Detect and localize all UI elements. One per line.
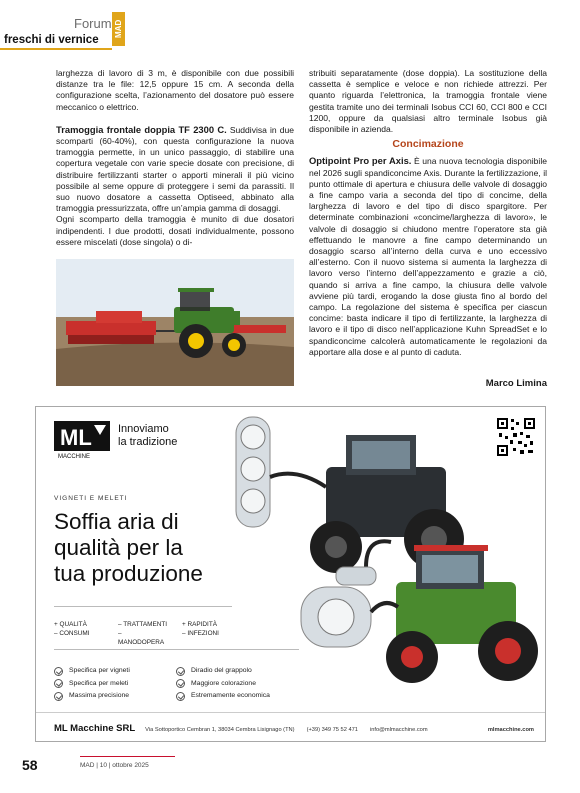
check-icon bbox=[176, 692, 185, 701]
benefit-item: – TRATTAMENTI bbox=[118, 621, 167, 628]
paragraph: larghezza di lavoro di 3 m, è disponibile con due possibili distanze tra le file: 12,5 oppure 15 cm. A seconda della configurazione scelta, l’azionamento del dosatore può essere meccanico o elettrico. bbox=[56, 68, 294, 112]
ad-benefits-grid bbox=[54, 620, 232, 647]
issue-info: MAD | 10 | ottobre 2025 bbox=[80, 762, 149, 769]
section-title: freschi di vernice bbox=[4, 34, 99, 46]
check-icon bbox=[176, 679, 185, 688]
ad-divider bbox=[54, 606, 232, 607]
paragraph: stribuiti separatamente (dose doppia). La sostituzione della cassetta è semplice e veloce e non richiede attrezzi. Per quanto riguarda l’elettronica, la tramoggia frontale viene gestita tramite uno dei terminali Isobus CCI 60, CCI 800 e CCI 1200, oppure da qualsiasi altro terminale Isobus già disponibile in azienda. bbox=[309, 68, 547, 135]
ad-email[interactable]: info@mlmacchine.com bbox=[369, 727, 428, 733]
ad-slogan-line: Innoviamo bbox=[118, 423, 169, 435]
benefit-item: + QUALITÀ bbox=[54, 621, 87, 628]
check-icon bbox=[54, 667, 63, 676]
benefit-item: + RAPIDITÀ bbox=[182, 621, 217, 628]
svg-text:MACCHINE: MACCHINE bbox=[58, 454, 91, 459]
tractor-illustration bbox=[56, 259, 294, 386]
ml-macchine-logo bbox=[54, 421, 110, 459]
header-rule bbox=[0, 48, 112, 50]
paragraph-body: Suddivisa in due scomparti (60-40%), con questa configurazione la nuova tramoggia permette, in un unico passaggio, di stabilire una copertura vegetale con varie specie dosate con precisione, di distribuire fertilizzanti starter o apporti minerali il più vicino possibile al seme oppure di proteggere i semi da parassiti. Il suo nuovo dosatore a cassetta Optiseed, abbinato alla tramoggia pressurizzata, offre un’ampia gamma di dosaggi. bbox=[56, 124, 294, 214]
page-number: 58 bbox=[22, 757, 38, 773]
check-icon bbox=[54, 692, 63, 701]
benefit-item: – INFEZIONI bbox=[182, 630, 219, 637]
feature-label: Specifica per vigneti bbox=[69, 667, 130, 674]
article-column-right bbox=[309, 68, 547, 358]
ad-address: Via Sottoportico Cembran 1, 38034 Cembra Lisignago (TN) bbox=[145, 727, 295, 733]
ad-divider bbox=[54, 649, 299, 650]
ad-slogan-line: la tradizione bbox=[118, 436, 178, 448]
paragraph bbox=[309, 155, 547, 358]
feature-label: Diradio del grappolo bbox=[191, 667, 252, 674]
ad-company-name: ML Macchine SRL bbox=[54, 723, 136, 734]
ad-headline-line: Soffia aria di bbox=[54, 509, 179, 534]
ad-headline-line: tua produzione bbox=[54, 561, 203, 586]
ad-website-link[interactable]: mlmacchine.com bbox=[487, 727, 534, 733]
section-subheading: Concimazione bbox=[392, 138, 464, 151]
paragraph bbox=[56, 124, 294, 215]
ad-feature-list bbox=[54, 665, 298, 703]
check-icon bbox=[54, 679, 63, 688]
footer-rule bbox=[80, 756, 175, 757]
benefit-item: – CONSUMI bbox=[54, 630, 90, 637]
feature-label: Maggiore colorazione bbox=[191, 679, 256, 687]
ad-footer-divider bbox=[36, 712, 546, 713]
ad-headline bbox=[54, 509, 294, 587]
ad-headline-line: qualità per la bbox=[54, 535, 183, 560]
check-icon bbox=[176, 667, 185, 676]
feature-label: Estremamente economica bbox=[191, 692, 270, 699]
paragraph-lead: Optipoint Pro per Axis. bbox=[309, 155, 412, 167]
mad-logo: MAD bbox=[112, 12, 125, 46]
article-author: Marco Limina bbox=[485, 378, 547, 389]
benefit-item: – MANODOPERA bbox=[118, 630, 165, 646]
feature-label: Specifica per meleti bbox=[69, 679, 129, 687]
section-label-forum: Forum bbox=[74, 16, 112, 31]
ad-contact-bar bbox=[54, 723, 534, 734]
paragraph: Ogni scomparto della tramoggia è munito di due dosatori indipendenti. I due prodotti, dosati individualmente, possono essere miscelati (dose singola) o di- bbox=[56, 214, 294, 247]
advertisement[interactable] bbox=[35, 406, 546, 742]
svg-text:ML: ML bbox=[60, 425, 92, 450]
ad-kicker: VIGNETI E MELETI bbox=[54, 495, 128, 502]
ad-slogan bbox=[118, 423, 177, 449]
feature-label: Massima precisione bbox=[69, 692, 130, 699]
tractor-seeder-photo bbox=[56, 259, 294, 386]
ad-phone[interactable]: (+39) 349 75 52 471 bbox=[306, 727, 358, 733]
paragraph-body: È una nuova tecnologia disponibile nel 2026 sugli spandiconcime Axis. Durante la fertilizzazione, il punto ottimale di apertura e chiusura delle valvole di dosaggio a fine campo varia a seconda del tipo di concime, della larghezza di lavoro e del tipo di disco spargitore. Per determinate combinazioni «concime/larghezza di lavoro», le valvole di dosaggio si chiudono mentre l’operatore sta già effettuando le manovre a fine campo determinando un dosaggio scarso all’interno della curva e uno eccessivo all’esterno. Con il nuovo sistema si aumenta la larghezza di lavoro verso l’interno dell’appezzamento e grazie a ciò, quando si arriva a fine campo, la chiusura delle valvole avviene più tardi, erogando la dose giusta fino al bordo del campo. La regolazione del sistema è specifica per ciascun concime: basta indicare il tipo di fertilizzante, la larghezza di lavoro e il tipo di disco nell’applicazione Kuhn SpreadSet e lo spandiconcime calcolerà automaticamente le regolazioni da apportare alla dose e al punto di caduta. bbox=[309, 156, 547, 357]
article-column-left bbox=[56, 68, 294, 248]
qr-code-icon[interactable] bbox=[496, 417, 536, 457]
paragraph-lead: Tramoggia frontale doppia TF 2300 C. bbox=[56, 123, 227, 135]
